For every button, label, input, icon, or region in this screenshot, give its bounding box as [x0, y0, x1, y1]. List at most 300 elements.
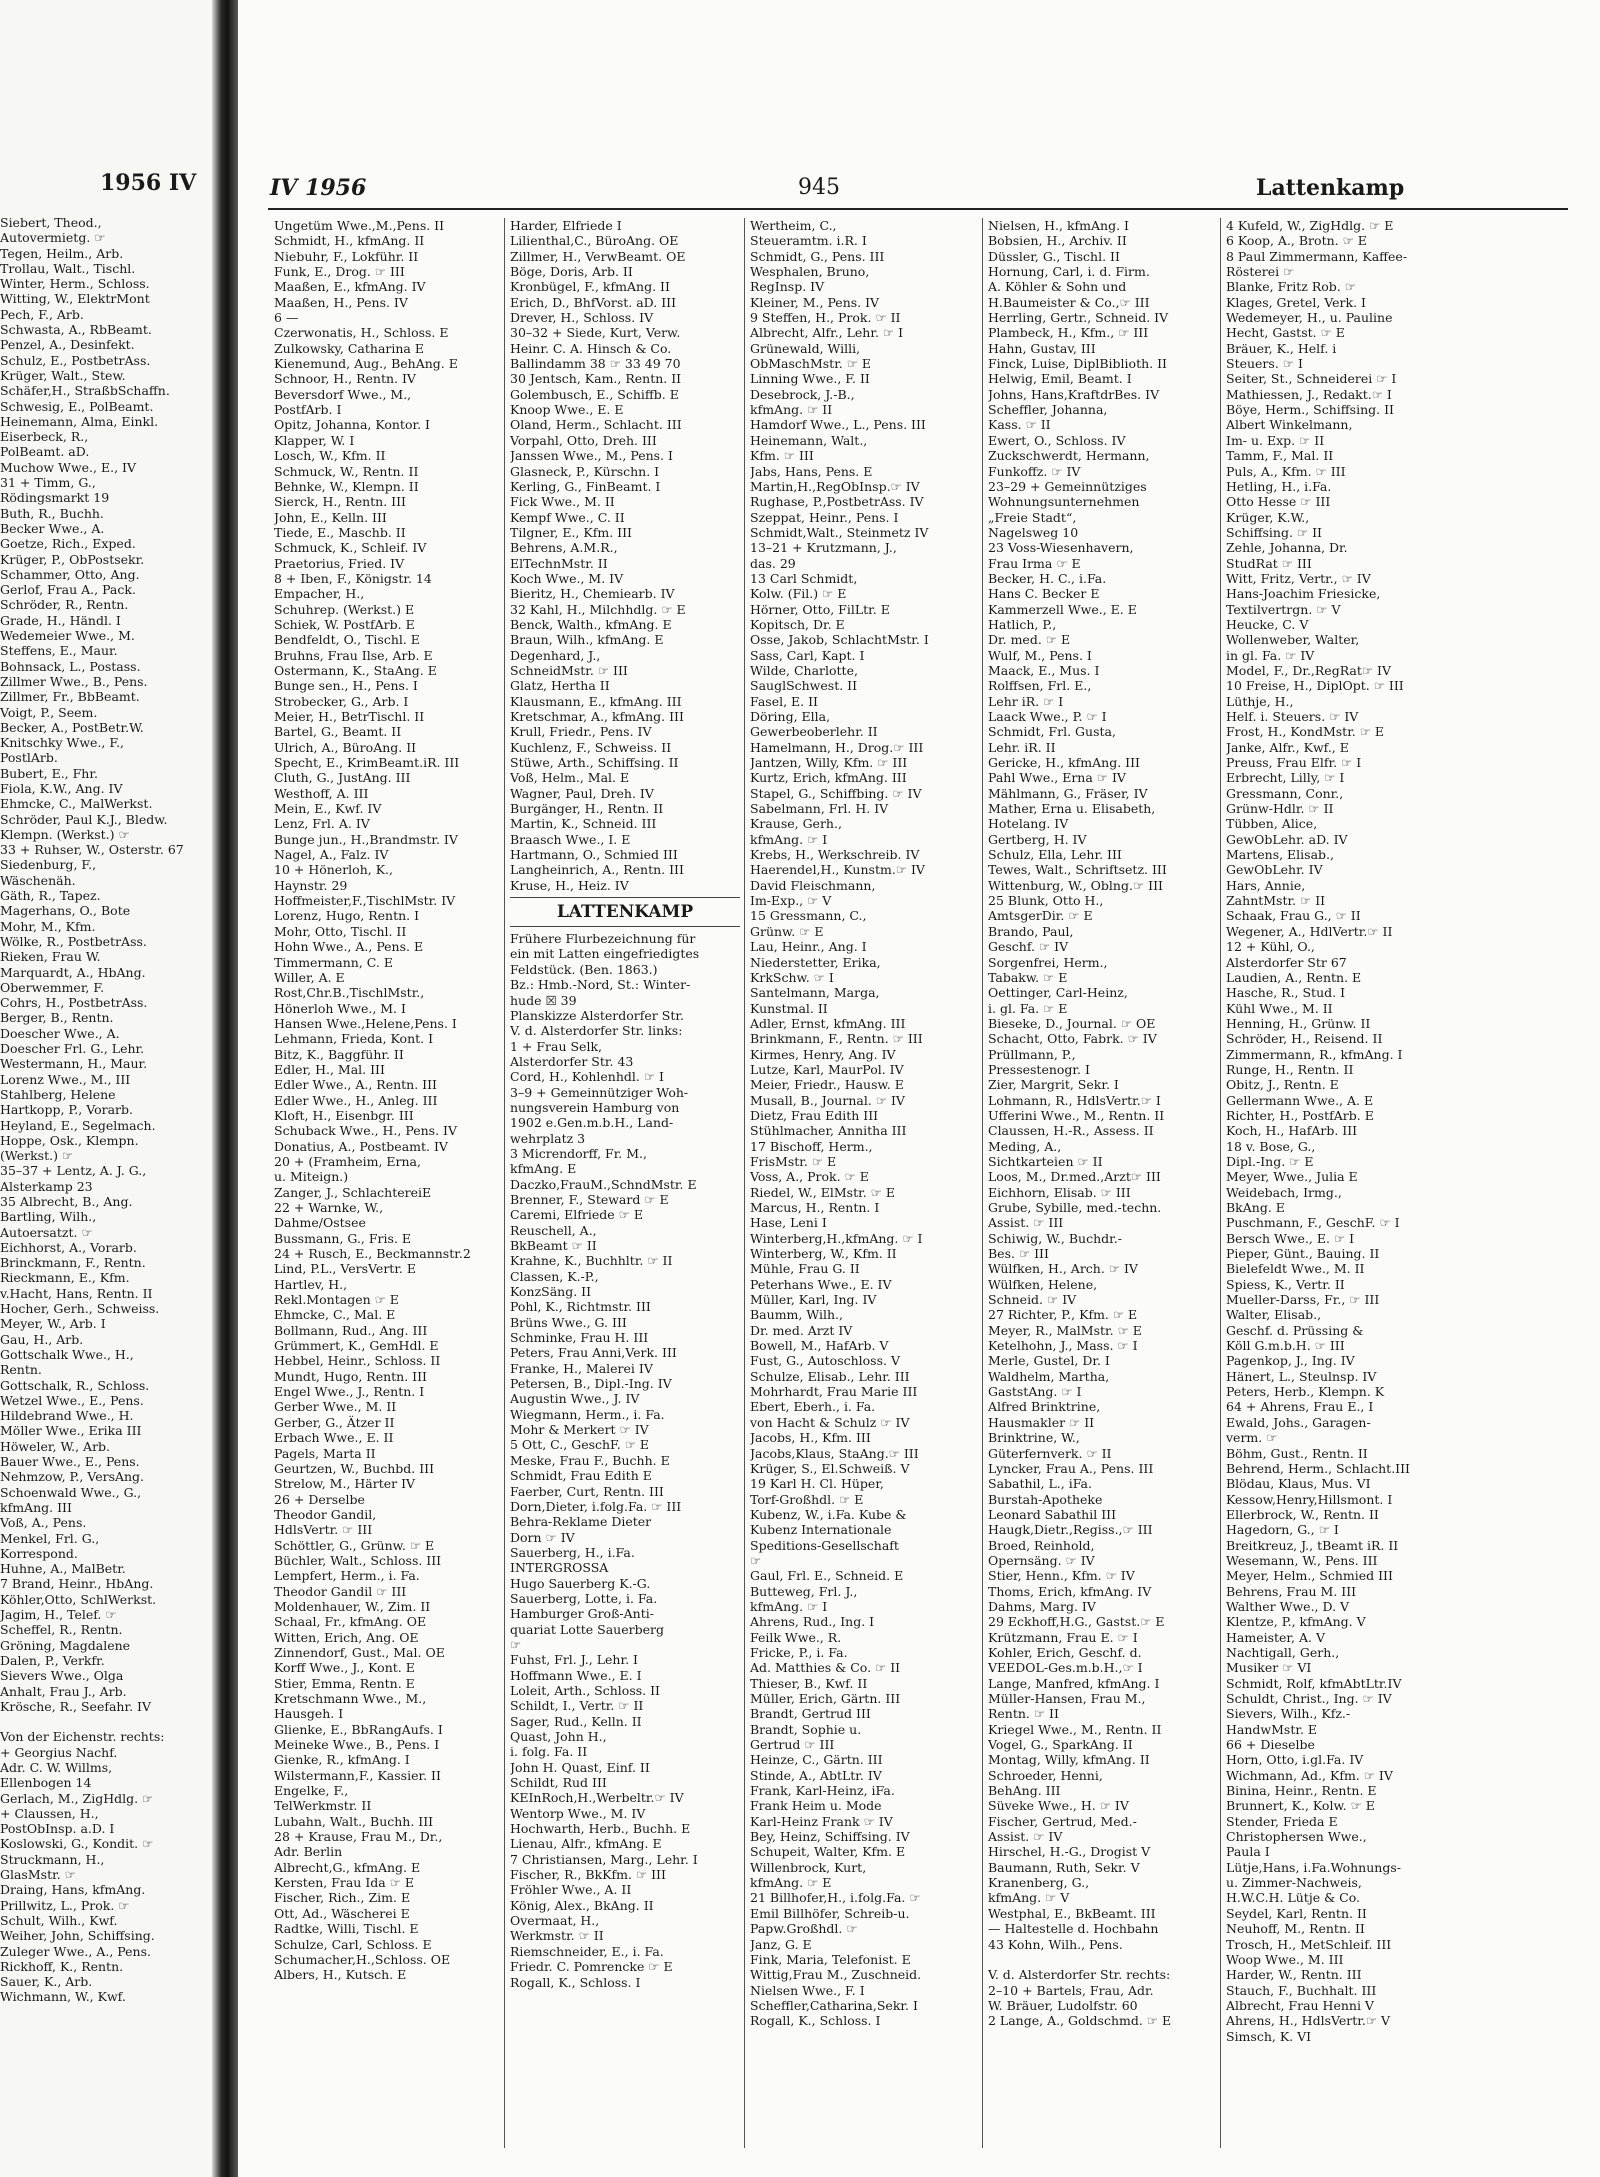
directory-entry: Tabakw. ☞ E — [988, 969, 1068, 985]
directory-entry: Fischer, Gertrud, Med.- — [988, 1813, 1137, 1829]
directory-entry: Baumm, Wilh., — [750, 1307, 843, 1323]
directory-entry: H.Baumeister & Co.,☞ III — [988, 294, 1150, 310]
directory-entry: Sabelmann, Frl. H. IV — [750, 801, 889, 817]
directory-entry: Müller, Erich, Gärtn. III — [750, 1691, 901, 1706]
directory-entry: Hameister, A. V — [1226, 1629, 1325, 1645]
directory-entry: Ellenbogen 14 — [0, 1775, 92, 1791]
page-header — [238, 175, 1600, 205]
page-number: 945 — [798, 175, 840, 200]
directory-entry: Strelow, M., Härter IV — [274, 1476, 416, 1492]
directory-entry: Sauer, K., Arb. — [0, 1974, 93, 1990]
directory-entry: Meineke Wwe., B., Pens. I — [274, 1737, 440, 1753]
directory-entry: Braasch Wwe., I. E — [510, 831, 631, 847]
directory-entry: Augustin Wwe., J. IV — [510, 1391, 640, 1407]
directory-entry: Büchler, Walt., Schloss. III — [274, 1552, 442, 1568]
directory-entry: Weiher, John, Schiffsing. — [0, 1928, 155, 1944]
directory-entry: Kranenberg, G., — [988, 1875, 1090, 1891]
directory-entry: Fröhler Wwe., A. II — [510, 1882, 632, 1898]
directory-entry: Lütje,Hans, i.Fa.Wohnungs- — [1226, 1859, 1401, 1875]
directory-entry: Im- u. Exp. ☞ II — [1226, 432, 1325, 448]
directory-entry: Wedemeyer, H., u. Pauline — [1226, 310, 1393, 326]
directory-entry: Ungetüm Wwe.,M.,Pens. II — [274, 218, 445, 233]
directory-entry: Harder, W., Rentn. III — [1226, 1967, 1362, 1983]
directory-entry: Behrens, Frau M. III — [1226, 1583, 1357, 1599]
directory-entry: Hocher, Gerh., Schweiss. — [0, 1301, 160, 1317]
left-facing-page — [0, 0, 218, 2177]
directory-entry: Jacobs, H., Kfm. III — [750, 1430, 871, 1446]
directory-entry: 7 Brand, Heinr., HbAng. — [0, 1576, 154, 1592]
directory-entry: Fasel, E. II — [750, 693, 818, 709]
directory-entry: Grube, Sybille, med.-techn. — [988, 1200, 1162, 1215]
directory-entry: Köhler,Otto, SchlWerkst. — [0, 1591, 157, 1607]
directory-entry: Lind, P.L., VersVertr. E — [274, 1261, 416, 1277]
directory-entry: Fischer, Rich., Zim. E — [274, 1890, 411, 1906]
directory-entry: Rogall, K., Schloss. I — [510, 1974, 641, 1990]
directory-entry: Brenner, F., Steward ☞ E — [510, 1191, 669, 1207]
directory-entry: Krause, Gerh., — [750, 816, 842, 832]
directory-entry: Bitz, K., Baggführ. II — [274, 1046, 404, 1062]
volume-label: IV 1956 — [270, 175, 367, 201]
directory-entry: Jacobs,Klaus, StaAng.☞ III — [750, 1445, 919, 1461]
directory-entry: Meier, H., BetrTischl. II — [274, 709, 425, 724]
directory-entry: Theodor Gandil, — [274, 1506, 377, 1522]
directory-entry: 28 + Krause, Frau M., Dr., — [274, 1829, 443, 1845]
directory-entry: Opitz, Johanna, Kontor. I — [274, 417, 430, 433]
directory-entry: kfmAng. ☞ II — [750, 402, 833, 418]
directory-entry: Otto Hesse ☞ III — [1226, 494, 1331, 510]
directory-entry: Kloft, H., Eisenbgr. III — [274, 1107, 414, 1123]
directory-entry: Glasneck, P., Kürschn. I — [510, 463, 660, 479]
directory-entry: 30–32 + Siede, Kurt, Verw. — [510, 325, 681, 341]
directory-entry: Franke, H., Malerei IV — [510, 1360, 653, 1376]
directory-entry: Stauch, F., Buchhalt. III — [1226, 1982, 1377, 1998]
directory-entry: Schupeit, Walter, Kfm. E — [750, 1844, 906, 1860]
directory-entry: Goetze, Rich., Exped. — [0, 536, 136, 552]
directory-entry: Kubenz Internationale — [750, 1522, 892, 1538]
directory-entry: Montag, Willy, kfmAng. II — [988, 1752, 1150, 1768]
directory-entry: Böhm, Gust., Rentn. II — [1226, 1445, 1368, 1461]
directory-entry: GlasMstr. ☞ — [0, 1867, 76, 1883]
directory-entry: Lehr. iR. II — [988, 739, 1056, 755]
directory-entry: Heinemann, Walt., — [750, 432, 868, 448]
directory-entry: Alsterdorfer Str. 43 — [510, 1053, 634, 1069]
directory-entry: Tewes, Walt., Schriftsetz. III — [988, 862, 1167, 878]
directory-entry: Güterfernverk. ☞ II — [988, 1445, 1112, 1461]
directory-entry: Hohn Wwe., A., Pens. E — [274, 939, 424, 955]
directory-entry: Geschf. ☞ IV — [988, 939, 1069, 955]
directory-entry: u. Miteign.) — [274, 1169, 349, 1185]
directory-entry: Lubahn, Walt., Buchh. III — [274, 1813, 434, 1829]
directory-entry: Karl-Heinz Frank ☞ IV — [750, 1813, 893, 1829]
directory-entry: Zimmermann, R., kfmAng. I — [1226, 1046, 1403, 1062]
directory-entry: John H. Quast, Einf. II — [510, 1759, 650, 1775]
directory-entry: Preuss, Frau Elfr. ☞ I — [1226, 755, 1362, 771]
directory-entry: Schult, Wilh., Kwf. — [0, 1912, 118, 1928]
directory-entry: GewObLehr. IV — [1226, 862, 1323, 878]
directory-entry: Wittig,Frau M., Zuschneid. — [750, 1967, 922, 1983]
directory-entry: Eichhorst, A., Vorarb. — [0, 1239, 137, 1255]
directory-entry: Bohnsack, L., Postass. — [0, 658, 141, 674]
directory-entry: Becker, A., PostBetr.W. — [0, 719, 144, 735]
directory-entry: Korrespond. — [0, 1545, 78, 1561]
directory-entry: 13 Carl Schmidt, — [750, 570, 858, 586]
directory-entry: Lenz, Frl. A. IV — [274, 816, 370, 832]
directory-entry: Hildebrand Wwe., H. — [0, 1408, 134, 1424]
directory-entry: Kessow,Henry,Hillsmont. I — [1226, 1491, 1393, 1507]
directory-entry: Gertberg, H. IV — [988, 831, 1087, 847]
directory-entry: Schröder, R., Rentn. — [0, 597, 129, 613]
directory-entry: Witt, Fritz, Vertr., ☞ IV — [1226, 570, 1371, 586]
directory-entry: Schmidt, Frau Edith E — [510, 1468, 652, 1484]
directory-entry: Fischer, R., BkKfm. ☞ III — [510, 1867, 666, 1883]
directory-entry: Fiola, K.W., Ang. IV — [0, 780, 123, 796]
directory-entry: Kammerzell Wwe., E. E — [988, 601, 1137, 617]
directory-entry: Behnke, W., Klempn. II — [274, 478, 419, 494]
directory-entry: Rödingsmarkt 19 — [0, 490, 110, 506]
directory-entry: Vorpahl, Otto, Dreh. III — [510, 432, 657, 448]
directory-entry: 9 Steffen, H., Prok. ☞ II — [750, 310, 901, 326]
directory-entry: Lehmann, Frieda, Kont. I — [274, 1031, 434, 1047]
directory-entry: Gertrud ☞ III — [750, 1737, 835, 1753]
directory-entry: Steuers. ☞ I — [1226, 356, 1303, 372]
directory-entry: Lempfert, Herm., i. Fa. — [274, 1568, 420, 1584]
directory-entry: Burgänger, H., Rentn. II — [510, 801, 664, 817]
directory-entry: Funk, E., Drog. ☞ III — [274, 264, 405, 280]
directory-entry: Tübben, Alice, — [1226, 816, 1318, 832]
directory-entry: ☞ — [510, 1636, 522, 1652]
directory-entry: — Haltestelle d. Hochbahn — [988, 1921, 1159, 1937]
directory-entry: Bz.: Hmb.-Nord, St.: Winter- — [510, 977, 691, 993]
directory-entry: Ellerbrock, W., Rentn. II — [1226, 1506, 1379, 1522]
directory-entry: Hochwarth, Herb., Buchh. E — [510, 1821, 691, 1837]
directory-column-3 — [750, 218, 978, 2158]
directory-entry: Erbrecht, Lilly, ☞ I — [1226, 770, 1345, 786]
directory-entry: Frank, Karl-Heinz, iFa. — [750, 1783, 895, 1799]
directory-entry: Becker Wwe., A. — [0, 520, 105, 536]
directory-entry: Schiwig, W., Buchdr.- — [988, 1230, 1122, 1246]
directory-entry: Hoffmann Wwe., E. I — [510, 1667, 642, 1683]
directory-entry: V. d. Alsterdorfer Str. links: — [510, 1023, 683, 1039]
directory-entry: Wentorp Wwe., M. IV — [510, 1805, 646, 1821]
directory-entry: Stüwe, Arth., Schiffsing. II — [510, 755, 679, 771]
directory-entry: Knoop Wwe., E. E — [510, 402, 624, 418]
directory-entry: Zanger, J., SchlachtereiE — [274, 1184, 432, 1200]
directory-entry: Albrecht, Frau Henni V — [1226, 1997, 1374, 2013]
directory-entry: Ketelhohn, J., Mass. ☞ I — [988, 1338, 1138, 1354]
directory-entry: Kersten, Frau Ida ☞ E — [274, 1875, 415, 1891]
directory-entry: Dahms, Marg. IV — [988, 1598, 1096, 1614]
directory-entry — [0, 1714, 212, 1729]
directory-entry: Brinckmann, F., Rentn. — [0, 1255, 146, 1271]
directory-entry: Müller, Karl, Ing. IV — [750, 1292, 877, 1308]
directory-entry: 18 v. Bose, G., — [1226, 1138, 1316, 1154]
directory-entry: H.W.C.H. Lütje & Co. — [1226, 1890, 1361, 1906]
directory-entry: Hatlich, P., — [988, 616, 1057, 632]
directory-entry: Gericke, H., kfmAng. III — [988, 755, 1140, 771]
directory-entry: Bruhns, Frau Ilse, Arb. E — [274, 647, 433, 663]
directory-entry: Pressestenogr. I — [988, 1061, 1090, 1077]
directory-entry: 43 Kohn, Wilh., Pens. — [988, 1936, 1123, 1952]
directory-entry: Wegener, A., HdlVertr.☞ II — [1226, 923, 1393, 939]
directory-entry: Lohmann, R., HdlsVertr.☞ I — [988, 1092, 1161, 1108]
directory-entry: Hase, Leni I — [750, 1215, 827, 1231]
directory-entry: Bartling, Wilh., — [0, 1209, 97, 1225]
directory-entry: Meyer, Helm., Schmied III — [1226, 1568, 1393, 1584]
directory-entry: Hugo Sauerberg K.-G. — [510, 1575, 651, 1591]
directory-entry: Kriegel Wwe., M., Rentn. II — [988, 1721, 1162, 1737]
directory-entry: Schacht, Otto, Fabrk. ☞ IV — [988, 1031, 1157, 1047]
directory-entry: StudRat ☞ III — [1226, 555, 1312, 571]
directory-entry: Kirmes, Henry, Ang. IV — [750, 1046, 896, 1062]
directory-entry: 3 Micrendorff, Fr. M., — [510, 1145, 647, 1161]
directory-entry: Hotelang. IV — [988, 816, 1069, 832]
directory-entry: PostlArb. — [0, 750, 58, 766]
directory-entry: Ulrich, A., BüroAng. II — [274, 739, 417, 755]
directory-entry: Rieken, Frau W. — [0, 949, 101, 965]
directory-entry: Christophersen Wwe., — [1226, 1829, 1367, 1845]
directory-entry: kfmAng. ☞ I — [750, 831, 828, 847]
directory-entry: Meyer, W., Arb. I — [0, 1316, 106, 1332]
directory-entry: Wilde, Charlotte, — [750, 662, 858, 678]
directory-entry: hude ☒ 39 — [510, 992, 577, 1008]
directory-entry: Kerling, G., FinBeamt. I — [510, 478, 661, 494]
directory-entry: Edler Wwe., H., Anleg. III — [274, 1092, 438, 1108]
directory-entry: Mein, E., Kwf. IV — [274, 801, 382, 817]
directory-entry: Bartel, G., Beamt. II — [274, 724, 402, 740]
directory-entry: Sichtkarteien ☞ II — [988, 1153, 1103, 1169]
directory-entry: Schroeder, Henni, — [988, 1767, 1103, 1783]
directory-entry: König, Alex., BkAng. II — [510, 1897, 654, 1913]
directory-entry: Mather, Erna u. Elisabeth, — [988, 801, 1156, 817]
directory-entry: Adler, Ernst, kfmAng. III — [750, 1015, 906, 1031]
directory-entry: Eichhorn, Elisab. ☞ III — [988, 1184, 1131, 1200]
directory-entry: Struckmann, H., — [0, 1851, 105, 1867]
directory-entry: Kass. ☞ II — [988, 417, 1051, 433]
directory-entry: Jabs, Hans, Pens. E — [750, 463, 873, 479]
directory-entry: Marquardt, A., HbAng. — [0, 964, 146, 980]
directory-entry: Autovermietg. ☞ — [0, 230, 106, 246]
directory-entry: ☞ — [750, 1552, 762, 1568]
directory-entry: Willenbrock, Kurt, — [750, 1859, 867, 1875]
directory-entry: Gellermann Wwe., A. E — [1226, 1092, 1374, 1108]
directory-entry: Assist. ☞ IV — [988, 1829, 1063, 1845]
left-page-header: 1956 IV — [100, 170, 197, 196]
directory-entry: Szeppat, Heinr., Pens. I — [750, 509, 899, 525]
directory-entry: Winterberg,H.,kfmAng. ☞ I — [750, 1230, 923, 1246]
directory-entry: Lehr iR. ☞ I — [988, 693, 1064, 709]
directory-entry: Wiegmann, Herm., i. Fa. — [510, 1406, 665, 1422]
section-heading: LATTENKAMP — [510, 897, 740, 927]
directory-entry: Gröning, Magdalene — [0, 1637, 131, 1653]
directory-entry: kfmAng. ☞ V — [988, 1890, 1070, 1906]
directory-entry: Bräuer, K., Helf. i — [1226, 340, 1337, 356]
directory-entry: Hoppe, Osk., Klempn. — [0, 1132, 139, 1148]
directory-entry: Moldenhauer, W., Zim. II — [274, 1598, 431, 1614]
directory-entry: Winter, Herm., Schloss. — [0, 276, 150, 292]
directory-entry: Doescher Wwe., A. — [0, 1025, 120, 1041]
directory-entry: 8 + Iben, F., Königstr. 14 — [274, 570, 432, 586]
directory-entry: 10 Freise, H., DiplOpt. ☞ III — [1226, 678, 1404, 694]
directory-entry: Glienke, E., BbRangAufs. I — [274, 1721, 443, 1737]
directory-entry: Breitkreuz, J., tBeamt iR. II — [1226, 1537, 1399, 1553]
directory-entry: Drever, H., Schloss. IV — [510, 310, 654, 326]
directory-entry: PolBeamt. aD. — [0, 444, 90, 460]
directory-entry: Pagenkop, J., Ing. IV — [1226, 1353, 1355, 1369]
directory-entry: Zillmer, H., VerwBeamt. OE — [510, 248, 686, 264]
directory-entry: Plambeck, H., Kfm., ☞ III — [988, 325, 1149, 341]
directory-entry: Mohrhardt, Frau Marie III — [750, 1384, 918, 1400]
directory-entry: Koch, H., HafArb. III — [1226, 1123, 1358, 1139]
directory-entry: Adr. Berlin — [274, 1844, 343, 1860]
book-gutter — [212, 0, 238, 2177]
directory-entry: GewObLehr. aD. IV — [1226, 831, 1348, 847]
directory-entry: Siedenburg, F., — [0, 857, 97, 873]
directory-entry: Linning Wwe., F. II — [750, 371, 870, 387]
directory-entry: Brinkmann, F., Rentn. ☞ III — [750, 1031, 923, 1047]
directory-entry: Broed, Reinhold, — [988, 1537, 1095, 1553]
directory-entry: Rösterei ☞ — [1226, 264, 1295, 280]
directory-entry: 15 Gressmann, C., — [750, 908, 867, 924]
directory-entry: Tamm, F., Mal. II — [1226, 448, 1334, 464]
directory-entry: Wichmann, Ad., Kfm. ☞ IV — [1226, 1767, 1393, 1783]
directory-entry: Radtke, Willi, Tischl. E — [274, 1921, 419, 1937]
directory-entry: Brinktrine, W., — [988, 1430, 1080, 1446]
directory-entry: Magerhans, O., Bote — [0, 903, 131, 919]
directory-entry: Grümmert, K., GemHdl. E — [274, 1338, 439, 1354]
directory-entry: ElTechnMstr. II — [510, 555, 608, 571]
directory-entry: Wilstermann,F., Kassier. II — [274, 1767, 441, 1783]
directory-entry: Blödau, Klaus, Mus. VI — [1226, 1476, 1371, 1492]
directory-entry: Beversdorf Wwe., M., — [274, 386, 412, 402]
directory-entry: Witten, Erich, Ang. OE — [274, 1629, 419, 1645]
column-divider — [504, 218, 505, 2148]
directory-entry: i. gl. Fa. ☞ E — [988, 1000, 1068, 1016]
directory-entry: Gaul, Frl. E., Schneid. E — [750, 1568, 904, 1584]
directory-entry: Mueller-Darss, Fr., ☞ III — [1226, 1292, 1380, 1308]
directory-entry: Voß, Helm., Mal. E — [510, 770, 630, 786]
directory-entry: KonzSäng. II — [510, 1284, 592, 1300]
directory-entry: Hamdorf Wwe., L., Pens. III — [750, 417, 926, 433]
directory-entry: Haynstr. 29 — [274, 877, 348, 893]
directory-entry: Meyer, Wwe., Julia E — [1226, 1169, 1358, 1185]
directory-entry: Dietz, Frau Edith III — [750, 1107, 879, 1123]
directory-entry: Schulze, Elisab., Lehr. III — [750, 1368, 910, 1384]
directory-entry: Krebs, H., Werkschreib. IV — [750, 847, 920, 863]
directory-entry: Funkoffz. ☞ IV — [988, 463, 1081, 479]
directory-entry: Kruse, H., Heiz. IV — [510, 877, 629, 893]
directory-entry: PostObInsp. a.D. I — [0, 1821, 115, 1837]
directory-entry: Martin, K., Schneid. III — [510, 816, 657, 832]
directory-entry: Hartkopp, P., Vorarb. — [0, 1102, 133, 1118]
directory-entry: i. folg. Fa. II — [510, 1744, 588, 1760]
directory-entry: Petersen, B., Dipl.-Ing. IV — [510, 1376, 672, 1392]
directory-entry: Reuschell, A., — [510, 1222, 597, 1238]
directory-entry: Meding, A., — [988, 1138, 1062, 1154]
directory-entry: Nielsen Wwe., F. I — [750, 1982, 865, 1998]
directory-entry: Degenhard, J., — [510, 647, 601, 663]
directory-entry: 4 Kufeld, W., ZigHdlg. ☞ E — [1226, 218, 1394, 233]
directory-entry: Riemschneider, E., i. Fa. — [510, 1943, 664, 1959]
directory-entry: Wesphalen, Bruno, — [750, 264, 870, 280]
directory-entry: 3–9 + Gemeinnütziger Woh- — [510, 1084, 689, 1100]
directory-entry: Erich, D., BhfVorst. aD. III — [510, 294, 677, 310]
directory-entry: Benck, Walth., kfmAng. E — [510, 616, 672, 632]
directory-entry: Krösche, R., Seefahr. IV — [0, 1698, 151, 1714]
directory-entry: Süveke Wwe., H. ☞ IV — [988, 1798, 1129, 1814]
directory-entry: Helf. i. Steuers. ☞ IV — [1226, 709, 1359, 724]
directory-entry: Knitschky Wwe., F., — [0, 735, 125, 751]
directory-entry: Wohnungsunternehmen — [988, 494, 1140, 510]
directory-entry: Donatius, A., Postbeamt. IV — [274, 1138, 448, 1154]
directory-entry: Ahrens, Rud., Ing. I — [750, 1614, 875, 1630]
directory-entry: Sierck, H., Rentn. III — [274, 494, 406, 510]
directory-entry: Prüllmann, P., — [988, 1046, 1076, 1062]
directory-entry: Erbach Wwe., E. II — [274, 1430, 394, 1446]
directory-entry: Maaßen, E., kfmAng. IV — [274, 279, 426, 295]
directory-entry: Schmuck, K., Schleif. IV — [274, 540, 427, 556]
directory-entry: Höweler, W., Arb. — [0, 1438, 111, 1454]
directory-entry: Pahl Wwe., Erna ☞ IV — [988, 770, 1126, 786]
directory-entry: 19 Karl H. Cl. Hüper, — [750, 1476, 884, 1492]
directory-entry: SchneidMstr. ☞ III — [510, 662, 628, 678]
directory-entry: Janz, G. E — [750, 1936, 812, 1952]
directory-entry: 30 Jentsch, Kam., Rentn. II — [510, 371, 682, 387]
directory-entry: Obitz, J., Rentn. E — [1226, 1077, 1339, 1093]
directory-entry: Dalen, P., Verkfr. — [0, 1652, 105, 1668]
directory-entry: Wölke, R., PostbetrAss. — [0, 933, 147, 949]
directory-entry: Rentn. ☞ II — [988, 1706, 1059, 1722]
directory-entry: Zillmer Wwe., B., Pens. — [0, 673, 148, 689]
directory-entry: Janssen Wwe., M., Pens. I — [510, 448, 673, 464]
directory-entry: Henning, H., Grünw. II — [1226, 1015, 1371, 1031]
directory-entry: Ad. Matthies & Co. ☞ II — [750, 1660, 901, 1676]
directory-entry: Schäfer,H., StraßbSchaffn. — [0, 383, 170, 399]
directory-entry: 1902 e.Gen.m.b.H., Land- — [510, 1115, 674, 1131]
directory-entry: Zillmer, Fr., BbBeamt. — [0, 689, 140, 705]
directory-entry: Thoms, Erich, kfmAng. IV — [988, 1583, 1152, 1599]
directory-entry: Schaak, Frau G., ☞ II — [1226, 908, 1361, 924]
directory-entry: Steffens, E., Maur. — [0, 643, 118, 659]
directory-entry: Hausgeh. I — [274, 1706, 344, 1722]
directory-entry: verm. ☞ — [1226, 1430, 1278, 1446]
directory-entry: Janke, Alfr., Kwf., E — [1226, 739, 1349, 755]
directory-entry: 25 Blunk, Otto H., — [988, 893, 1104, 909]
directory-entry: Herrling, Gertr., Schneid. IV — [988, 310, 1169, 326]
directory-entry: Brandt, Gertrud III — [750, 1706, 871, 1722]
directory-entry: Daczko,FrauM.,SchndMstr. E — [510, 1176, 697, 1192]
directory-entry: 33 + Ruhser, W., Osterstr. 67 — [0, 842, 184, 858]
directory-entry: Gäth, R., Tapez. — [0, 888, 101, 904]
directory-entry: Blanke, Fritz Rob. ☞ — [1226, 279, 1356, 295]
directory-entry: Hönerloh Wwe., M. I — [274, 1000, 406, 1016]
directory-entry: Gau, H., Arb. — [0, 1331, 84, 1347]
directory-entry: Schmidt,Walt., Steinmetz IV — [750, 524, 929, 540]
directory-entry: Torf-Großhdl. ☞ E — [750, 1491, 864, 1507]
directory-entry: Maaßen, H., Pens. IV — [274, 294, 408, 310]
directory-entry: Nehmzow, P., VersAng. — [0, 1469, 145, 1485]
directory-entry: Gottschalk, R., Schloss. — [0, 1377, 150, 1393]
directory-entry: Friedr. C. Pomrencke ☞ E — [510, 1959, 673, 1975]
directory-entry: Albrecht,G., kfmAng. E — [274, 1859, 421, 1875]
directory-entry: Sievers, Wilh., Kfz.- — [1226, 1706, 1351, 1722]
directory-entry: Scheffler,Catharina,Sekr. I — [750, 1997, 918, 2013]
directory-entry: Im-Exp., ☞ V — [750, 893, 832, 909]
directory-entry: Marcus, H., Rentn. I — [750, 1200, 880, 1215]
directory-entry: Krahne, K., Buchhltr. ☞ II — [510, 1253, 673, 1269]
directory-entry: Walther Wwe., D. V — [1226, 1598, 1350, 1614]
directory-entry: Wulf, M., Pens. I — [988, 647, 1092, 663]
directory-entry: HandwMstr. E — [1226, 1721, 1318, 1737]
